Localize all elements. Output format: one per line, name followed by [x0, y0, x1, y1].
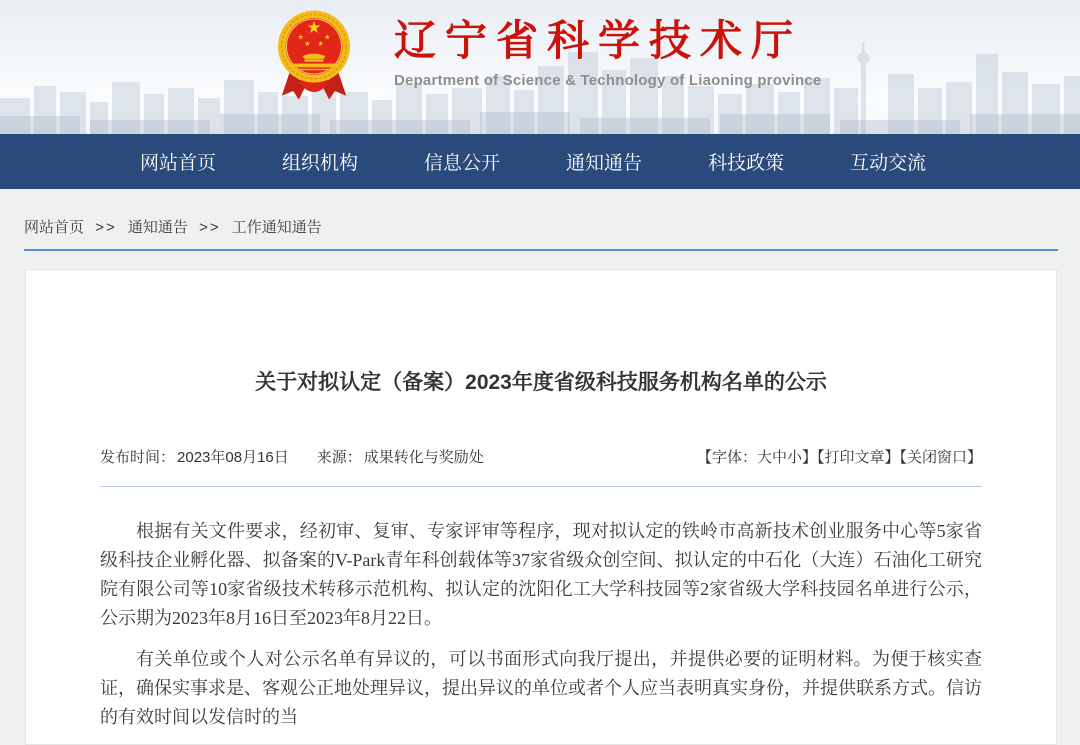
nav-item-notices[interactable]: 通知通告	[566, 153, 643, 174]
meta-divider-line	[100, 486, 982, 487]
nav-item-home[interactable]: 网站首页	[140, 153, 217, 174]
publish-date-value: 2023年08月16日	[177, 449, 289, 466]
brand	[278, 6, 821, 106]
article-title: 关于对拟认定（备案）2023年度省级科技服务机构名单的公示	[255, 371, 827, 394]
close-window-tool[interactable]: 【关闭窗口】	[899, 449, 982, 466]
font-size-tool[interactable]: 【字体：大中小】	[696, 449, 817, 466]
nav-item-info-disclosure[interactable]: 信息公开	[424, 153, 501, 174]
article-meta-left	[100, 446, 486, 467]
breadcrumb-separator: >>	[199, 219, 221, 236]
site-header	[0, 0, 1080, 134]
publish-date-label: 发布时间：	[100, 449, 176, 466]
breadcrumb-divider-line	[24, 249, 1058, 251]
source-label: 来源：	[316, 449, 362, 466]
print-article-tool[interactable]: 【打印文章】	[816, 449, 900, 466]
nav-item-organization[interactable]: 组织机构	[282, 153, 359, 174]
site-title: 辽宁省科学技术厅	[394, 17, 803, 64]
article-meta	[100, 446, 982, 467]
brand-titles	[394, 6, 821, 89]
article-meta-tools	[697, 446, 982, 467]
article-body	[100, 517, 982, 732]
article-paragraph: 根据有关文件要求，经初审、复审、专家评审等程序，现对拟认定的铁岭市高新技术创业服务中心等5家省级科技企业孵化器、拟备案的V-Park青年科创载体等37家省级众创空间、拟认定的中石化（大连）石油化工研究院有限公司等10家省级技术转移示范机构、拟认定的沈阳化工大学科技园等2家省级大学科技园名单进行公示，公示期为2023年8月16日至2023年8月22日。	[100, 521, 982, 628]
breadcrumb-home[interactable]: 网站首页	[24, 219, 85, 236]
main-nav	[0, 134, 1080, 189]
breadcrumb	[0, 189, 1080, 249]
article-paragraph: 有关单位或个人对公示名单有异议的，可以书面形式向我厅提出，并提供必要的证明材料。为便于核实查证，确保实事求是、客观公正地处理异议，提出异议的单位或者个人应当表明真实身份，并提供联系方式。信访的有效时间以发信时的当	[100, 649, 982, 727]
nav-item-tech-policy[interactable]: 科技政策	[708, 153, 785, 174]
breadcrumb-current: 工作通知通告	[231, 219, 322, 236]
source-value: 成果转化与奖励处	[363, 449, 484, 466]
site-subtitle: Department of Science & Technology of Liaoning province	[394, 72, 822, 90]
national-emblem-icon	[278, 6, 350, 106]
article-card	[25, 269, 1057, 745]
breadcrumb-notices[interactable]: 通知通告	[127, 219, 188, 236]
nav-item-interaction[interactable]: 互动交流	[850, 153, 927, 174]
breadcrumb-separator: >>	[95, 219, 117, 236]
